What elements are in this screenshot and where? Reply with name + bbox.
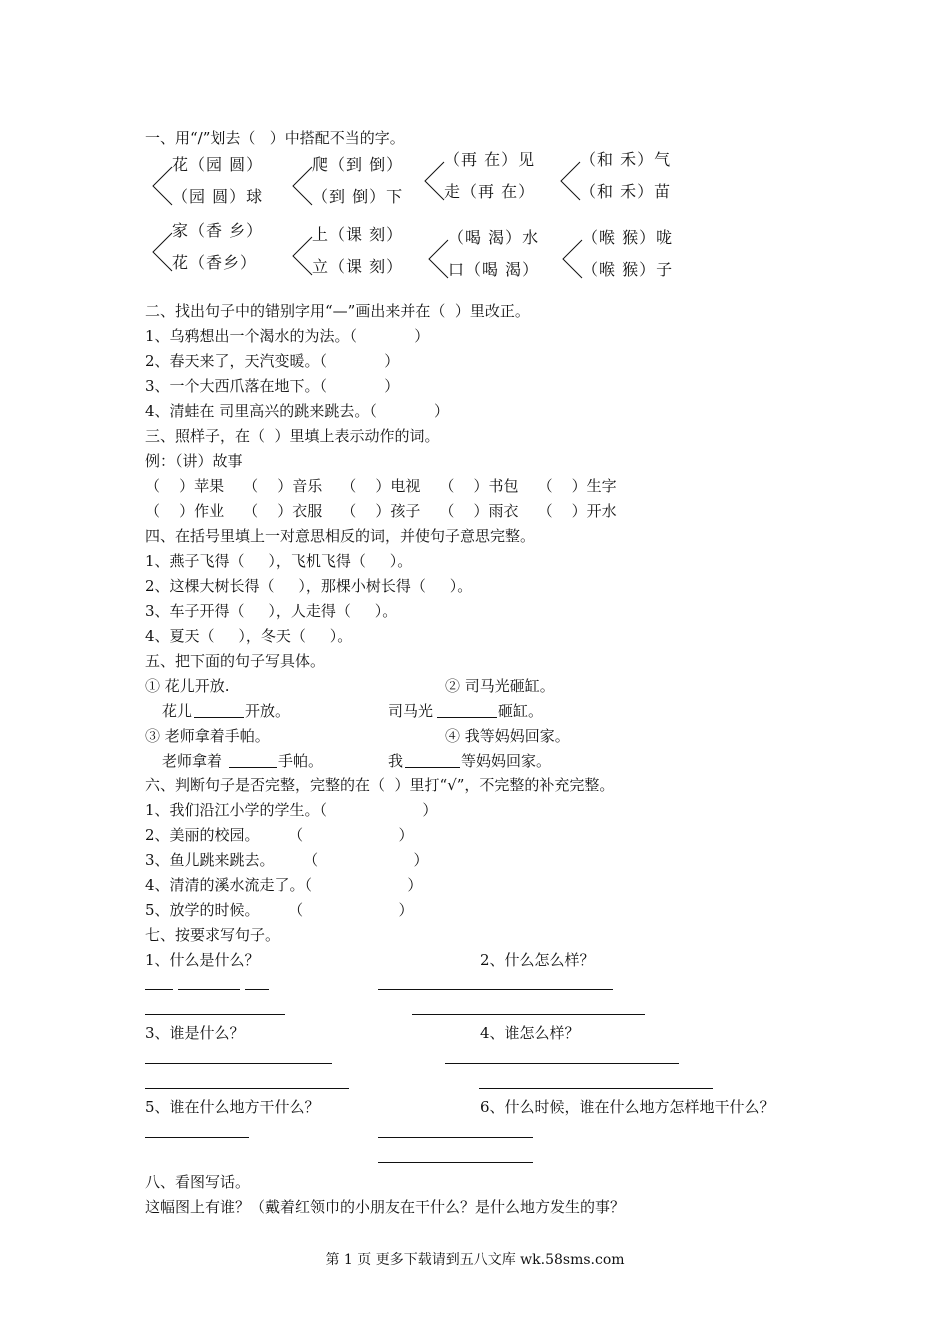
answer-blank[interactable] <box>229 767 277 768</box>
answer-blank[interactable] <box>445 1063 679 1064</box>
question-line: 3、谁是什么？ <box>145 1024 245 1042</box>
question-line: 5、谁在什么地方干什么？ <box>145 1098 320 1116</box>
pairing-item-bottom: （喉 猴）子 <box>582 260 674 279</box>
question-line: 2、美丽的校园。 （ ） <box>145 826 414 844</box>
answer-blank[interactable] <box>437 717 497 718</box>
pairing-group-7 <box>426 228 556 290</box>
fill-row: （ ）苹果 （ ）音乐 （ ）电视 （ ）书包 （ ）生字 <box>145 477 617 495</box>
answer-blank[interactable] <box>378 1137 533 1138</box>
answer-blank[interactable] <box>245 989 269 990</box>
answer-prefix: 司马光 <box>388 702 434 720</box>
bracket-icon <box>558 150 582 212</box>
question-line: 3、一个大西爪落在地下。（ ） <box>145 377 400 395</box>
pairing-group-6 <box>290 225 420 287</box>
pairing-item-bottom: 立（课 刻） <box>312 257 404 276</box>
question-line: 4、清清的溪水流走了。（ ） <box>145 876 423 894</box>
section-8-title: 八、看图写话。 <box>145 1173 251 1191</box>
pairing-item-bottom: （和 禾）苗 <box>580 182 672 201</box>
pairing-item-bottom: 走（再 在） <box>444 182 536 201</box>
pairing-group-8 <box>560 228 690 290</box>
answer-blank[interactable] <box>378 1162 533 1163</box>
question-line: ③ 老师拿着手帕。 <box>145 727 270 745</box>
answer-blank[interactable] <box>178 989 240 990</box>
answer-blank[interactable] <box>145 989 173 990</box>
bracket-icon <box>290 225 314 287</box>
answer-blank[interactable] <box>479 1088 713 1089</box>
answer-blank[interactable] <box>194 717 244 718</box>
section-2-title: 二、找出句子中的错别字用“—”画出来并在（ ）里改正。 <box>145 302 530 320</box>
question-line: 6、什么时候，谁在什么地方怎样地干什么？ <box>480 1098 775 1116</box>
section-3-title: 三、照样子，在（ ）里填上表示动作的词。 <box>145 427 440 445</box>
answer-blank[interactable] <box>145 1014 285 1015</box>
pairing-item-bottom: （到 倒）下 <box>312 187 404 206</box>
page-footer: 第 1 页 更多下载请到五八文库 wk.58sms.com <box>325 1252 625 1268</box>
pairing-item-bottom: （园 圆）球 <box>172 187 264 206</box>
answer-blank[interactable] <box>145 1063 332 1064</box>
pairing-item-top: （和 禾）气 <box>580 150 672 169</box>
pairing-item-bottom: 花（香乡） <box>172 253 258 272</box>
pairing-item-top: 上（课 刻） <box>312 225 404 244</box>
answer-suffix: 开放。 <box>245 702 291 720</box>
question-line: ① 花儿开放. <box>145 677 230 695</box>
answer-prefix: 我 <box>388 752 404 770</box>
pairing-item-top: 花（园 圆） <box>172 155 264 174</box>
bracket-icon <box>150 155 174 217</box>
pairing-group-5 <box>150 221 280 283</box>
question-line: 3、车子开得（ ），人走得（ ）。 <box>145 602 398 620</box>
question-line: ② 司马光砸缸。 <box>445 677 555 695</box>
question-line: ④ 我等妈妈回家。 <box>445 727 570 745</box>
pairing-group-3 <box>422 150 552 212</box>
section-6-title: 六、判断句子是否完整，完整的在（ ）里打“√”，不完整的补充完整。 <box>145 776 615 794</box>
pairing-item-top: （喉 猴）咙 <box>582 228 674 247</box>
prompt-line: 这幅图上有谁？（戴着红领巾的小朋友在干什么？是什么地方发生的事？ <box>145 1198 626 1216</box>
question-line: 1、乌鸦想出一个渴水的为法。（ ） <box>145 327 430 345</box>
question-line: 1、什么是什么？ <box>145 951 260 969</box>
question-line: 2、春天来了，天汽变暖。（ ） <box>145 352 400 370</box>
fill-row: （ ）作业 （ ）衣服 （ ）孩子 （ ）雨衣 （ ）开水 <box>145 502 617 520</box>
pairing-item-bottom: 口（喝 渴） <box>448 260 540 279</box>
answer-suffix: 砸缸。 <box>498 702 544 720</box>
question-line: 3、鱼儿跳来跳去。 （ ） <box>145 851 429 869</box>
question-line: 4、夏天（ ），冬天（ ）。 <box>145 627 353 645</box>
bracket-icon <box>422 150 446 212</box>
section-5-title: 五、把下面的句子写具体。 <box>145 652 326 670</box>
question-line: 4、谁怎么样？ <box>480 1024 580 1042</box>
section-7-title: 七、按要求写句子。 <box>145 926 281 944</box>
section-1-title: 一、用“/”划去（ ）中搭配不当的字。 <box>145 129 405 147</box>
answer-prefix: 花儿 <box>162 702 193 720</box>
pairing-item-top: 家（香 乡） <box>172 221 264 240</box>
pairing-group-1 <box>150 155 280 217</box>
answer-suffix: 等妈妈回家。 <box>461 752 552 770</box>
pairing-item-top: 爬（到 倒） <box>312 155 404 174</box>
question-line: 1、我们沿江小学的学生。（ ） <box>145 801 438 819</box>
pairing-item-top: （再 在）见 <box>444 150 536 169</box>
question-line: 5、放学的时候。 （ ） <box>145 901 414 919</box>
bracket-icon <box>150 221 174 283</box>
answer-blank[interactable] <box>145 1137 249 1138</box>
bracket-icon <box>560 228 584 290</box>
question-line: 2、什么怎么样？ <box>480 951 595 969</box>
question-line: 4、清蛙在 司里高兴的跳来跳去。（ ） <box>145 402 450 420</box>
answer-blank[interactable] <box>405 767 460 768</box>
example-line: 例：（讲）故事 <box>145 452 243 470</box>
pairing-group-2 <box>290 155 420 217</box>
answer-blank[interactable] <box>378 989 613 990</box>
question-line: 2、这棵大树长得（ ），那棵小树长得（ ）。 <box>145 577 473 595</box>
section-4-title: 四、在括号里填上一对意思相反的词，并使句子意思完整。 <box>145 527 536 545</box>
answer-blank[interactable] <box>145 1088 349 1089</box>
pairing-item-top: （喝 渴）水 <box>448 228 540 247</box>
answer-blank[interactable] <box>412 1014 645 1015</box>
answer-prefix: 老师拿着 <box>162 752 223 770</box>
bracket-icon <box>290 155 314 217</box>
bracket-icon <box>426 228 450 290</box>
question-line: 1、燕子飞得（ ），飞机飞得（ ）。 <box>145 552 413 570</box>
answer-suffix: 手帕。 <box>278 752 324 770</box>
pairing-group-4 <box>558 150 688 212</box>
